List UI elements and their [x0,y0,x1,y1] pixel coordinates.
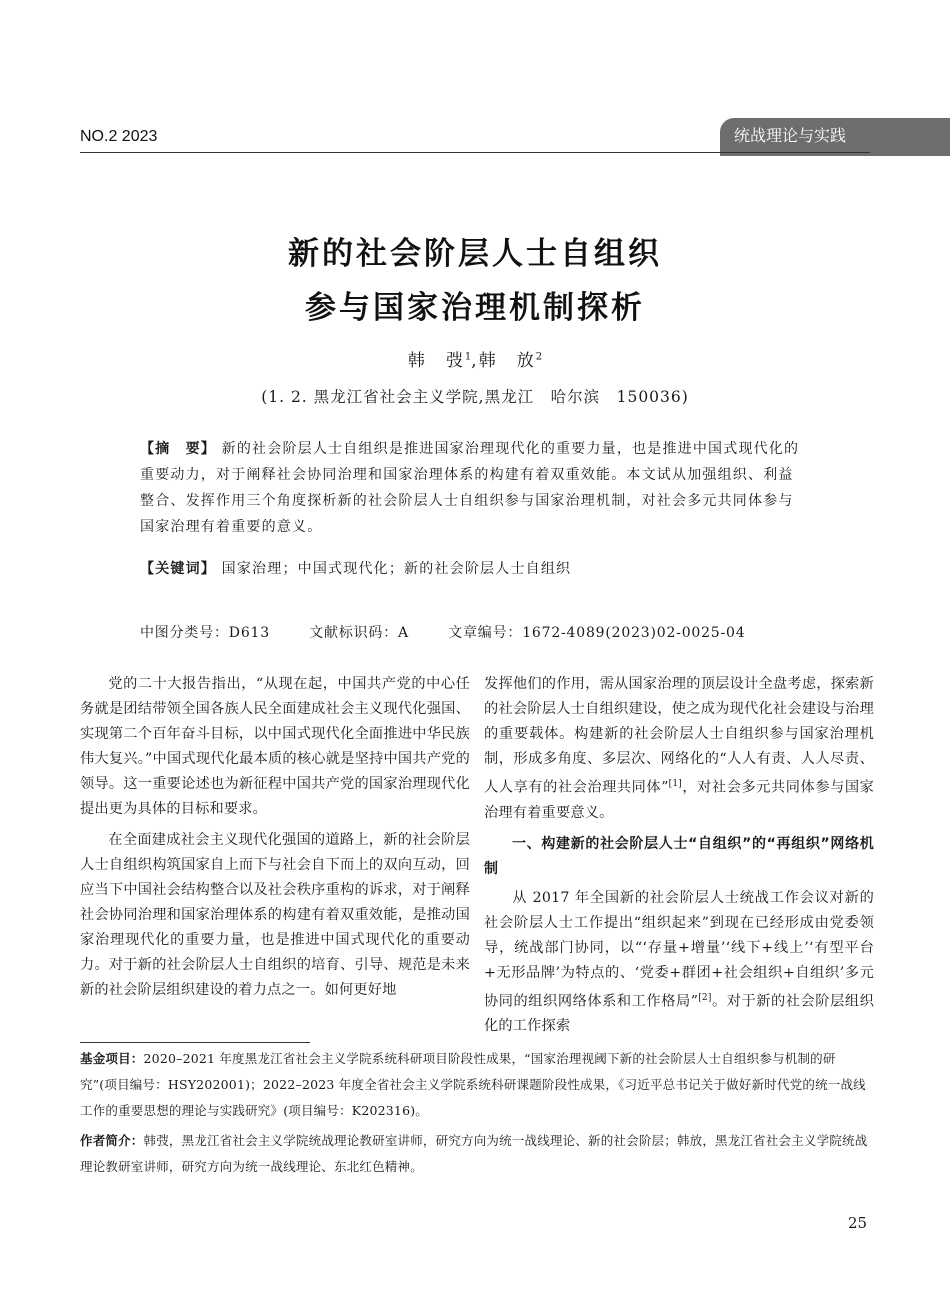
author-bio-label: 作者简介： [80,1133,144,1148]
page-number: 25 [848,1214,868,1232]
fund-footnote [80,1046,870,1124]
abstract-label: 【摘 要】 [140,441,216,457]
paragraph: 党的二十大报告指出，“从现在起，中国共产党的中心任务就是团结带领全国各族人民全面建成社会主义现代化强国、实现第二个百年奋斗目标，以中国式现代化全面推进中华民族伟大复兴。”中国式现代化最本质的核心就是坚持中国共产党的领导。这一重要论述也为新征程中国共产党的国家治理现代化提出更为具体的目标和要求。 [80,676,470,817]
author-2: 韩 放 [478,351,536,371]
title-line-2: 参与国家治理机制探析 [305,290,645,326]
paragraph-text: 从 2017 年全国新的社会阶层人士统战工作会议对新的社会阶层人士工作提出“组织起来”到现在已经形成由党委领导，统战部门协同，以“‘存量+增量’‘线下+线上’‘有型平台+无形品牌’为特点的、‘党委+群团+社会组织+自组织’多元协同的组织网络体系和工作格局” [484,889,874,1010]
citation-2: [2] [698,992,712,1003]
affiliation: (1. 2. 黑龙江省社会主义学院,黑龙江 哈尔滨 150036) [261,388,689,406]
issue-label: NO.2 2023 [80,128,158,145]
paragraph-text: 发挥他们的作用，需从国家治理的顶层设计全盘考虑，探索新的社会阶层人士自组织建设，使之成为现代化社会建设与治理的重要载体。构建新的社会阶层人士自组织参与国家治理机制，形成多角度、多层次、网络化的“人人有责、人人尽责、人人享有的社会治理共同体” [484,676,874,796]
clc-number: 中图分类号：D613 [140,625,270,641]
article-number: 文章编号：1672-4089(2023)02-0025-04 [448,625,746,641]
header-rule [80,152,870,153]
abstract [140,436,800,540]
document-code: 文献标识码：A [309,625,409,641]
classification-line [140,622,840,642]
keywords-label: 【关键词】 [140,561,216,577]
keywords [140,558,800,578]
fund-label: 基金项目： [80,1051,144,1066]
paragraph-text-end: 。对于新的社会阶层组织化的工作探索 [484,993,874,1035]
body-right-column [484,672,874,1039]
paragraph [484,672,874,826]
paragraph [484,886,874,1040]
title-line-1: 新的社会阶层人士自组织 [288,236,662,272]
paragraph-text-end: ，对社会多元共同体参与国家治理有着重要意义。 [484,779,875,821]
author-separator: , [471,351,479,371]
keywords-text: 国家治理；中国式现代化；新的社会阶层人士自组织 [221,561,572,577]
author-1: 韩 弢 [407,351,465,371]
body-left-column [80,672,470,1003]
section-heading: 一、构建新的社会阶层人士“自组织”的“再组织”网络机制 [484,835,874,877]
column-tab: 统战理论与实践 [720,118,950,156]
fund-text: 2020–2021 年度黑龙江省社会主义学院系统科研项目阶段性成果，“国家治理视阈下新的社会阶层人士自组织参与机制的研究”(项目编号：HSY202001)；2022–2023 年度全省社会主义学院系统科研课题阶段性成果，《习近平总书记关于做好新时代党的统一战线工作的重要思想的理论与实践研究》(项目编号：K202316)。 [80,1051,866,1118]
citation-1: [1] [668,779,683,789]
author-bio-text: 韩弢，黑龙江省社会主义学院统战理论教研室讲师，研究方向为统一战线理论、新的社会阶层；韩放，黑龙江省社会主义学院统战理论教研室讲师，研究方向为统一战线理论、东北红色精神。 [80,1133,868,1174]
author-2-sup: 2 [535,351,543,363]
author-footnote [80,1128,870,1180]
abstract-text: 新的社会阶层人士自组织是推进国家治理现代化的重要力量，也是推进中国式现代化的重要动力，对于阐释社会协同治理和国家治理体系的构建有着双重效能。本文试从加强组织、利益整合、发挥作用三个角度探析新的社会阶层人士自组织参与国家治理机制，对社会多元共同体参与国家治理有着重要的意义。 [140,441,800,535]
footnote-rule [80,1042,310,1043]
paragraph: 在全面建成社会主义现代化强国的道路上，新的社会阶层人士自组织构筑国家自上而下与社会自下而上的双向互动，回应当下中国社会结构整合以及社会秩序重构的诉求，对于阐释社会协同治理和国家治理体系的构建有着双重效能，是推动国家治理现代化的重要力量，也是推进中国式现代化的重要动力。对于新的社会阶层人士自组织的培育、引导、规范是未来新的社会阶层组织建设的着力点之一。如何更好地 [80,832,470,998]
author-1-sup: 1 [464,351,472,363]
author-line [0,346,950,371]
